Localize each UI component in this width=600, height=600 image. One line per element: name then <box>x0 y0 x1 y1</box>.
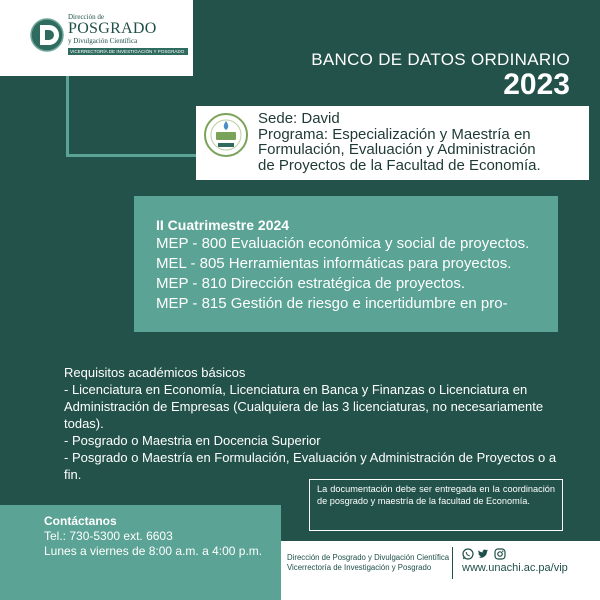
requirement-item: - Posgrado o Maestria en Docencia Superior <box>64 433 321 448</box>
vips-logo-icon <box>203 112 249 158</box>
connector-line-vertical <box>66 76 69 156</box>
course-item: MEP - 800 Evaluación económica y social de proyectos. <box>156 235 530 252</box>
footer <box>281 541 600 600</box>
sede-text <box>258 111 588 173</box>
course-heading: II Cuatrimestre 2024 <box>156 217 290 233</box>
footer-line-2: Vicerrectoría de Investigación y Posgrado <box>287 563 432 572</box>
contact-hours: Lunes a viernes de 8:00 a.m. a 4:00 p.m. <box>44 544 263 558</box>
course-item: MEP - 810 Dirección estratégica de proyectos. <box>156 275 466 292</box>
logo-box <box>0 0 193 76</box>
contact-heading: Contáctanos <box>44 514 117 528</box>
whatsapp-icon[interactable] <box>462 548 474 560</box>
requirement-item: - Licenciatura en Economía, Licenciatura en Banca y Finanzas o Licenciatura en Administración de Empresas (Cualquiera de las 3 licenciaturas, no necesariamente todas). <box>64 382 544 431</box>
sede-box <box>196 106 589 180</box>
website-link[interactable]: www.unachi.ac.pa/vip <box>462 562 568 574</box>
contact-phone: Tel.: 730-5300 ext. 6603 <box>44 529 173 543</box>
documentation-note: La documentación debe ser entregada en la coordinación de posgrado y maestría de la facultad de Economía. <box>309 479 563 531</box>
logo-line-4: VICERRECTORÍA DE INVESTIGACIÓN Y POSGRADO <box>68 48 188 55</box>
logo-line-3: y Divulgación Científica <box>68 37 138 45</box>
sede-line-3: Formulación, Evaluación y Administración <box>258 141 536 158</box>
course-item: MEP - 815 Gestión de riesgo e incertidumbre en pro- <box>156 295 508 312</box>
requirements-heading: Requisitos académicos básicos <box>64 365 246 380</box>
logo-text <box>68 13 188 55</box>
requirements <box>64 364 576 483</box>
posgrado-logo-icon <box>30 18 64 52</box>
social-icons <box>462 548 506 560</box>
requirement-item: - Posgrado o Maestría en Formulación, Evaluación y Administración de Proyectos o a fin. <box>64 450 557 482</box>
sede-line-2: Programa: Especialización y Maestría en <box>258 125 531 143</box>
course-item: MEL - 805 Herramientas informáticas para proyectos. <box>156 255 512 272</box>
sede-line-4: de Proyectos de la Facultad de Economía. <box>258 156 541 174</box>
header-year: 2023 <box>503 68 570 101</box>
instagram-icon[interactable] <box>494 548 506 560</box>
twitter-icon[interactable] <box>478 548 490 560</box>
logo-line-2: POSGRADO <box>68 20 157 37</box>
footer-line-1: Dirección de Posgrado y Divulgación Científica <box>287 553 450 562</box>
header-title: BANCO DE DATOS ORDINARIO <box>311 50 570 69</box>
sede-line-1: Sede: David <box>258 110 340 127</box>
contact-panel <box>0 505 281 600</box>
footer-divider <box>452 547 453 579</box>
course-panel <box>134 196 558 332</box>
logo-line-1: Dirección de <box>68 13 104 21</box>
connector-line-horizontal <box>66 154 196 157</box>
